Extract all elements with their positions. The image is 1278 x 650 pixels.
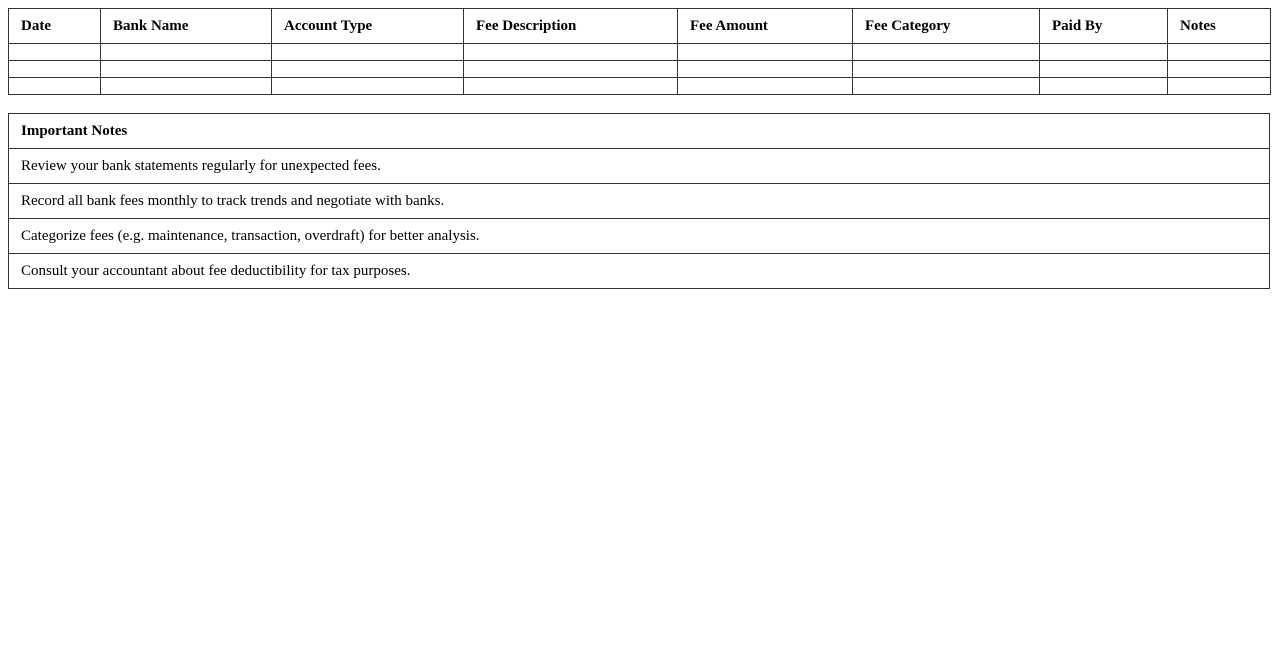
notes-header-row: [9, 114, 1270, 149]
table-cell[interactable]: [272, 44, 464, 61]
table-cell[interactable]: [464, 61, 678, 78]
header-date: Date: [9, 9, 101, 44]
table-cell[interactable]: [1040, 61, 1168, 78]
table-cell[interactable]: [1040, 44, 1168, 61]
table-cell[interactable]: [101, 44, 272, 61]
table-cell[interactable]: [1040, 78, 1168, 95]
note-text: Review your bank statements regularly for unexpected fees.: [9, 149, 1270, 184]
table-cell[interactable]: [678, 44, 853, 61]
bank-fees-table: [8, 8, 1271, 95]
table-cell[interactable]: [1168, 78, 1271, 95]
table-cell[interactable]: [853, 61, 1040, 78]
table-row: [9, 61, 1271, 78]
header-bank-name: Bank Name: [101, 9, 272, 44]
header-fee-description: Fee Description: [464, 9, 678, 44]
table-cell[interactable]: [853, 78, 1040, 95]
notes-title: Important Notes: [9, 114, 1270, 149]
header-fee-category: Fee Category: [853, 9, 1040, 44]
note-text: Record all bank fees monthly to track trends and negotiate with banks.: [9, 184, 1270, 219]
table-cell[interactable]: [101, 78, 272, 95]
list-item: [9, 219, 1270, 254]
table-cell[interactable]: [464, 44, 678, 61]
table-cell[interactable]: [853, 44, 1040, 61]
important-notes-table: [8, 113, 1270, 289]
table-cell[interactable]: [9, 44, 101, 61]
table-cell[interactable]: [678, 61, 853, 78]
list-item: [9, 254, 1270, 289]
note-text: Categorize fees (e.g. maintenance, transaction, overdraft) for better analysis.: [9, 219, 1270, 254]
header-account-type: Account Type: [272, 9, 464, 44]
table-cell[interactable]: [272, 61, 464, 78]
table-cell[interactable]: [678, 78, 853, 95]
table-cell[interactable]: [464, 78, 678, 95]
table-cell[interactable]: [101, 61, 272, 78]
list-item: [9, 184, 1270, 219]
table-row: [9, 44, 1271, 61]
table-cell[interactable]: [9, 61, 101, 78]
table-row: [9, 78, 1271, 95]
header-paid-by: Paid By: [1040, 9, 1168, 44]
table-cell[interactable]: [1168, 61, 1271, 78]
table-cell[interactable]: [9, 78, 101, 95]
note-text: Consult your accountant about fee deductibility for tax purposes.: [9, 254, 1270, 289]
table-cell[interactable]: [1168, 44, 1271, 61]
header-notes: Notes: [1168, 9, 1271, 44]
table-header-row: [9, 9, 1271, 44]
header-fee-amount: Fee Amount: [678, 9, 853, 44]
table-cell[interactable]: [272, 78, 464, 95]
list-item: [9, 149, 1270, 184]
